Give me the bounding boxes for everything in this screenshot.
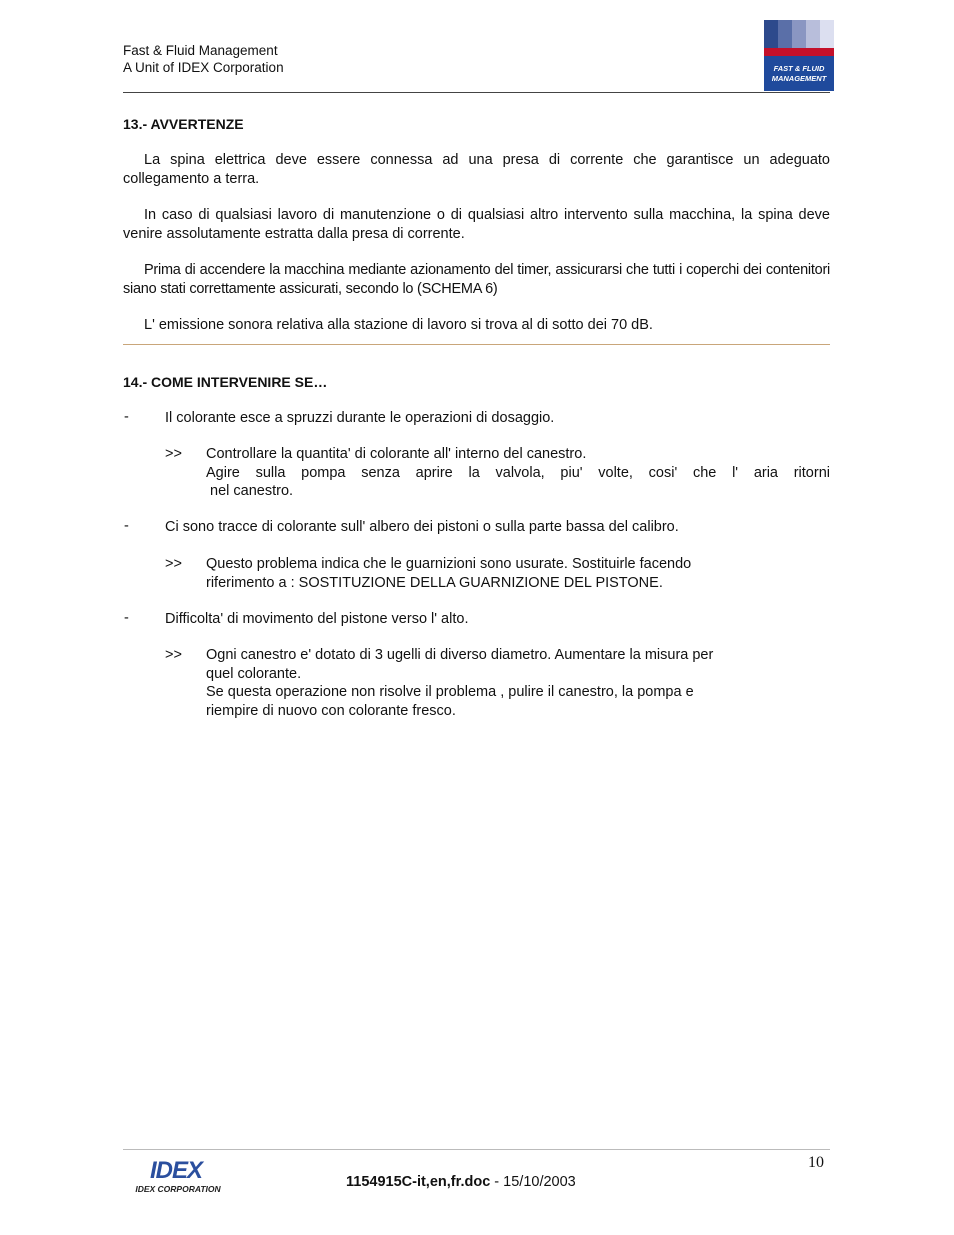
company-unit: A Unit of IDEX Corporation bbox=[123, 60, 284, 75]
solution-block bbox=[206, 445, 830, 501]
solution-line: Controllare la quantita' di colorante all' interno del canestro. bbox=[206, 446, 587, 462]
ffm-logo bbox=[764, 20, 834, 91]
solution-line: quel colorante. bbox=[206, 665, 302, 682]
idex-logo-text: IDEX bbox=[149, 1157, 203, 1184]
solution-line: riempire di nuovo con colorante fresco. bbox=[206, 702, 456, 719]
paragraph-1: La spina elettrica deve essere connessa ad una presa di corrente che garantisce un adeguato collegamento a terra. bbox=[123, 152, 830, 187]
section-separator bbox=[123, 344, 830, 345]
arrow-marker: >> bbox=[165, 446, 182, 462]
solution-block bbox=[206, 555, 830, 592]
section-14-title: 14.- COME INTERVENIRE SE… bbox=[123, 374, 328, 390]
problem-text: Ci sono tracce di colorante sull' albero dei pistoni o sulla parte bassa del calibro. bbox=[165, 519, 679, 535]
page-number: 10 bbox=[808, 1154, 824, 1171]
problem-text: Difficolta' di movimento del pistone verso l' alto. bbox=[165, 611, 469, 627]
paragraph-2: In caso di qualsiasi lavoro di manutenzione o di qualsiasi altro intervento sulla macchina, la spina deve venire assolutamente estratta dalla presa di corrente. bbox=[123, 207, 830, 242]
header-rule bbox=[123, 92, 830, 93]
solution-line: Agire sulla pompa senza aprire la valvola, piu' volte, cosi' che l' aria ritorni bbox=[206, 464, 830, 481]
doc-date: 15/10/2003 bbox=[503, 1174, 576, 1190]
company-name: Fast & Fluid Management bbox=[123, 43, 278, 58]
section-13-title: 13.- AVVERTENZE bbox=[123, 116, 244, 132]
solution-line: Questo problema indica che le guarnizioni sono usurate. Sostituirle facendo bbox=[206, 556, 692, 572]
bullet-dash: - bbox=[124, 409, 129, 425]
solution-line: nel canestro. bbox=[206, 483, 294, 499]
solution-line: Ogni canestro e' dotato di 3 ugelli di diverso diametro. Aumentare la misura per bbox=[206, 647, 714, 663]
bullet-dash: - bbox=[124, 610, 129, 626]
doc-separator: - bbox=[490, 1174, 504, 1190]
bullet-dash: - bbox=[124, 518, 129, 534]
idex-corp-text: IDEX CORPORATION bbox=[135, 1184, 221, 1194]
idex-logo bbox=[128, 1157, 228, 1195]
problem-text: Il colorante esce a spruzzi durante le operazioni di dosaggio. bbox=[165, 410, 555, 426]
logo-line1: FAST & FLUID bbox=[773, 64, 825, 73]
logo-line2: MANAGEMENT bbox=[771, 74, 827, 83]
arrow-marker: >> bbox=[165, 556, 182, 572]
solution-block bbox=[206, 646, 830, 720]
solution-line: riferimento a : SOSTITUZIONE DELLA GUARNIZIONE DEL PISTONE. bbox=[206, 574, 663, 591]
footer-rule bbox=[123, 1149, 830, 1150]
arrow-marker: >> bbox=[165, 647, 182, 663]
footer-doc-info bbox=[346, 1174, 576, 1190]
paragraph-4: L' emissione sonora relativa alla stazione di lavoro si trova al di sotto dei 70 dB. bbox=[144, 317, 653, 333]
paragraph-3: Prima di accendere la macchina mediante azionamento del timer, assicurarsi che tutti i coperchi dei contenitori siano stati correttamente assicurati, secondo lo (SCHEMA 6) bbox=[123, 262, 830, 297]
solution-line: Se questa operazione non risolve il problema , pulire il canestro, la pompa e bbox=[206, 684, 694, 700]
doc-name: 1154915C-it,en,fr.doc bbox=[346, 1174, 491, 1190]
